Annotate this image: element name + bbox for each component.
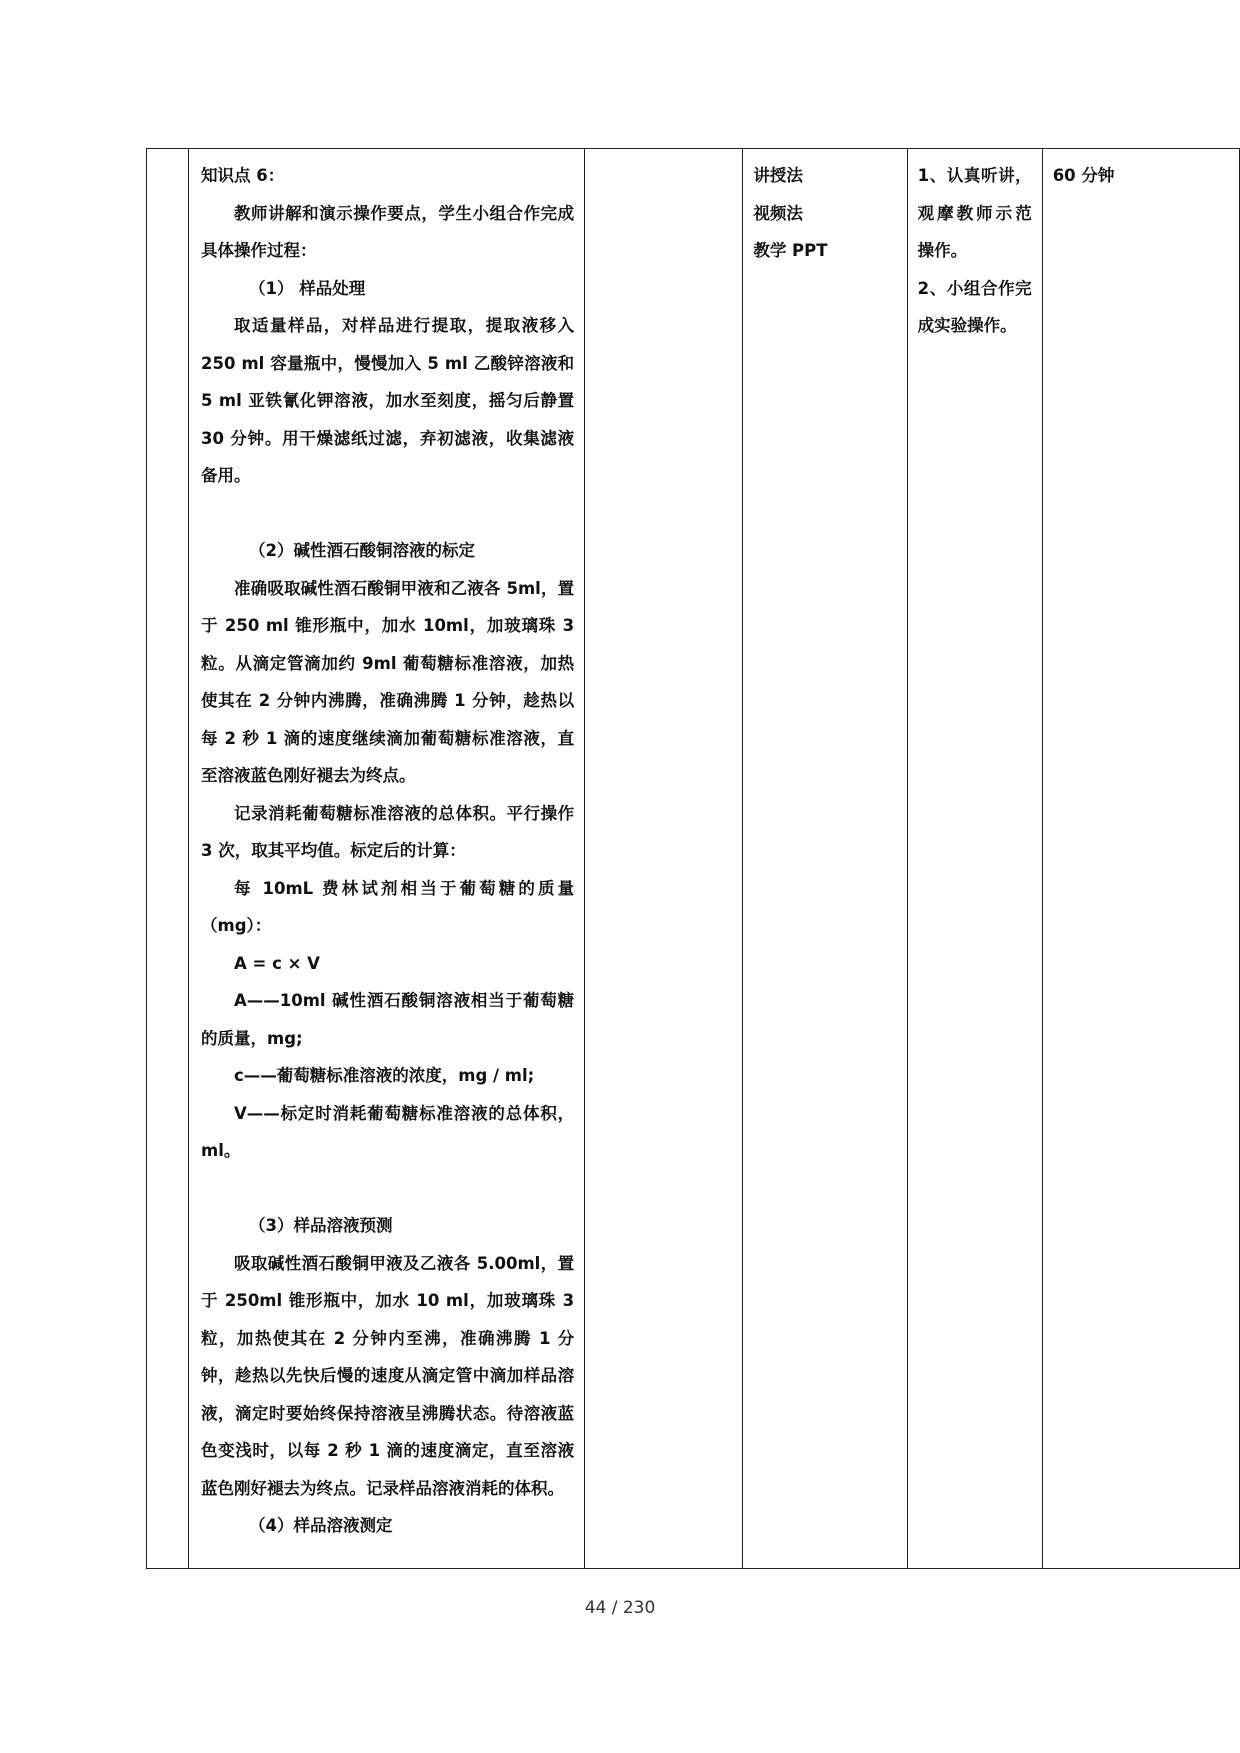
- formula-def-v: V——标定时消耗葡萄糖标准溶液的总体积，ml。: [201, 1103, 575, 1160]
- activity-item: 2、小组合作完成实验操作。: [917, 278, 1032, 335]
- formula-intro: 每 10mL 费林试剂相当于葡萄糖的质量（mg）：: [201, 878, 575, 935]
- section-2-record: 记录消耗葡萄糖标准溶液的总体积。平行操作 3 次，取其平均值。标定后的计算：: [201, 803, 575, 860]
- section-2-title: （2）碱性酒石酸铜溶液的标定: [249, 541, 475, 560]
- intro-paragraph: 教师讲解和演示操作要点，学生小组合作完成具体操作过程：: [201, 203, 575, 260]
- formula-def-a: A——10ml 碱性酒石酸铜溶液相当于葡萄糖的质量，mg;: [201, 991, 575, 1048]
- section-4-title: （4）样品溶液测定: [249, 1516, 393, 1535]
- formula: A = c × V: [234, 953, 320, 973]
- duration-cell: [1042, 149, 1239, 1569]
- content-cell: [189, 149, 585, 1569]
- activity-item: 1、认真听讲，观摩教师示范操作。: [917, 166, 1032, 260]
- student-activity-cell: [907, 149, 1042, 1569]
- knowledge-point-heading: 知识点 6：: [201, 166, 285, 185]
- blank-left-cell: [147, 149, 189, 1569]
- methods-cell: [743, 149, 907, 1569]
- section-3-text: 吸取碱性酒石酸铜甲液及乙液各 5.00ml，置于 250ml 锥形瓶中，加水 10 ml，加玻璃珠 3 粒，加热使其在 2 分钟内至沸，准确沸腾 1 分钟，趁热以先快后慢的速度从滴定管中滴加样品溶液，滴定时要始终保持溶液呈沸腾状态。待溶液蓝色变浅时，以每 2 秒 1 滴的速度滴定，直至溶液蓝色刚好褪去为终点。记录样品溶液消耗的体积。: [201, 1253, 575, 1498]
- table-row: [147, 149, 1240, 1569]
- section-2-text: 准确吸取碱性酒石酸铜甲液和乙液各 5ml，置于 250 ml 锥形瓶中，加水 10ml，加玻璃珠 3 粒。从滴定管滴加约 9ml 葡萄糖标准溶液，加热使其在 2 分钟内沸腾，准确沸腾 1 分钟，趁热以每 2 秒 1 滴的速度继续滴加葡萄糖标准溶液，直至溶液蓝色刚好褪去为终点。: [201, 578, 575, 785]
- section-1-title: （1） 样品处理: [249, 278, 366, 298]
- lesson-plan-table: [146, 148, 1240, 1569]
- formula-def-c: c——葡萄糖标准溶液的浓度，mg / ml;: [234, 1066, 535, 1085]
- section-3-title: （3）样品溶液预测: [249, 1216, 393, 1235]
- page-indicator: 44 / 230: [584, 1598, 656, 1618]
- method-item: 教学 PPT: [753, 241, 828, 260]
- section-1-text: 取适量样品，对样品进行提取，提取液移入 250 ml 容量瓶中，慢慢加入 5 ml 乙酸锌溶液和 5 ml 亚铁氰化钾溶液，加水至刻度，摇匀后静置 30 分钟。用干燥滤纸过滤，弃初滤液，收集滤液备用。: [201, 316, 575, 485]
- method-item: 视频法: [753, 203, 803, 223]
- method-item: 讲授法: [753, 166, 803, 185]
- duration-text: 60 分钟: [1052, 166, 1115, 185]
- blank-middle-cell: [585, 149, 743, 1569]
